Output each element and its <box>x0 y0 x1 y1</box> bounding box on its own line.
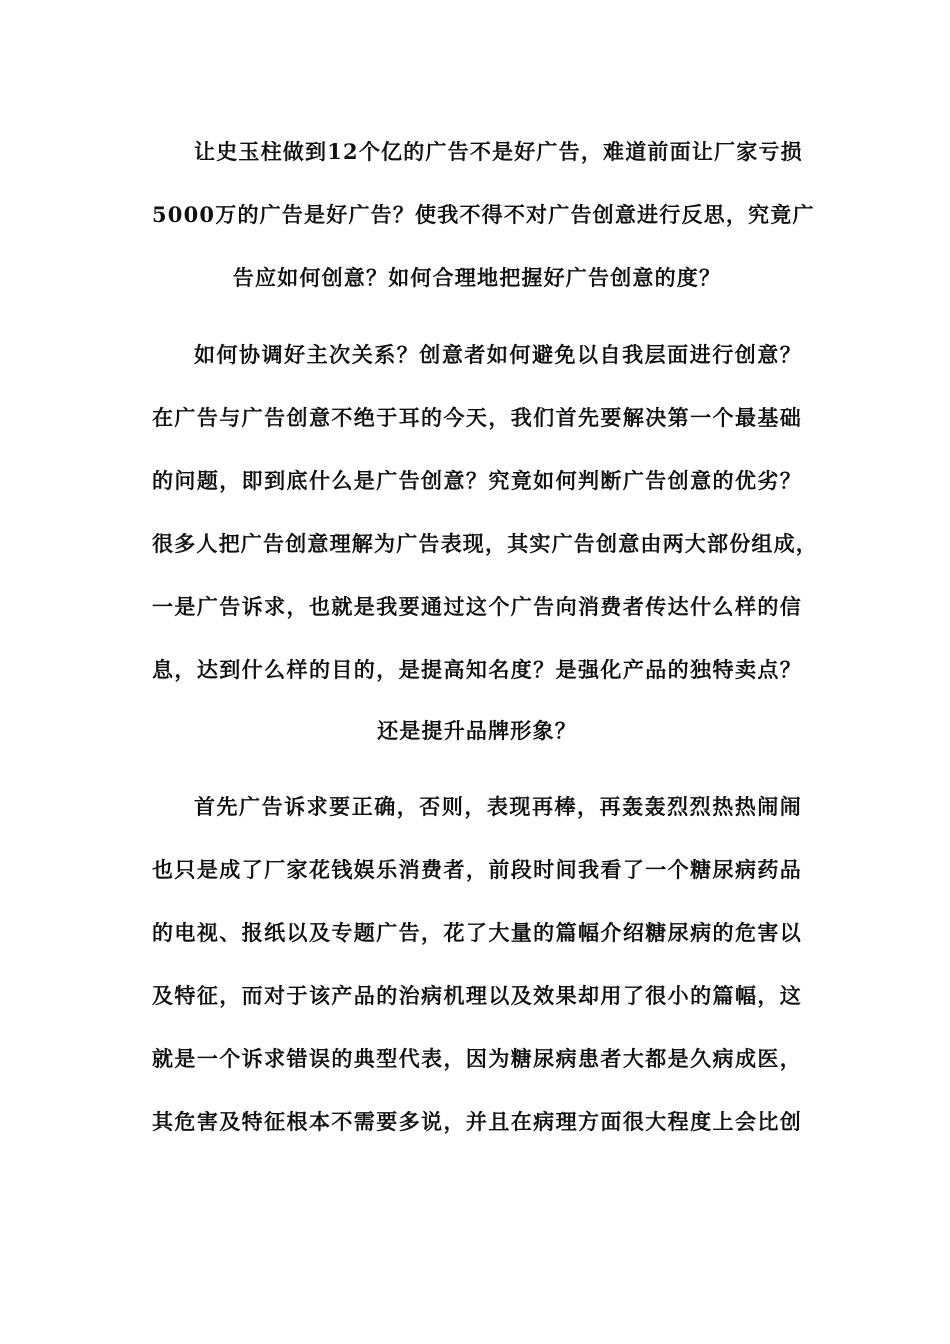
paragraph-3-line-4: 及特征，而对于该产品的治病机理以及效果却用了很小的篇幅，这 <box>152 983 802 1008</box>
paragraph-3-line-3: 的电视、报纸以及专题广告，花了大量的篇幅介绍糖尿病的危害以 <box>152 920 802 945</box>
paragraph-2-line-4: 很多人把广告创意理解为广告表现，其实广告创意由两大部份组成， <box>152 531 818 556</box>
paragraph-2-line-6: 息，达到什么样的目的，是提高知名度？是强化产品的独特卖点？ <box>152 657 802 682</box>
paragraph-2-line-1: 如何协调好主次关系？创意者如何避免以自我层面进行创意？ <box>194 342 802 367</box>
paragraph-2-line-5: 一是广告诉求，也就是我要通过这个广告向消费者传达什么样的信 <box>152 594 802 619</box>
paragraph-3-line-2: 也只是成了厂家花钱娱乐消费者，前段时间我看了一个糖尿病药品 <box>152 857 802 882</box>
paragraph-1-line-3: 告应如何创意？如何合理地把握好广告创意的度？ <box>232 265 722 290</box>
paragraph-2-line-2: 在广告与广告创意不绝于耳的今天，我们首先要解决第一个最基础 <box>152 405 802 430</box>
paragraph-1-line-2: 5000万的广告是好广告？使我不得不对广告创意进行反思，究竟广 <box>152 202 815 227</box>
paragraph-3-line-1: 首先广告诉求要正确，否则，表现再棒，再轰轰烈烈热热闹闹 <box>194 794 802 819</box>
paragraph-1-line-1: 让史玉柱做到12个亿的广告不是好广告，难道前面让厂家亏损 <box>194 139 803 164</box>
paragraph-3-line-6: 其危害及特征根本不需要多说，并且在病理方面很大程度上会比创 <box>152 1109 802 1134</box>
paragraph-2-line-7: 还是提升品牌形象？ <box>377 718 577 743</box>
paragraph-2-line-3: 的问题，即到底什么是广告创意？究竟如何判断广告创意的优劣？ <box>152 468 802 493</box>
paragraph-3-line-5: 就是一个诉求错误的典型代表，因为糖尿病患者大都是久病成医， <box>152 1046 802 1071</box>
